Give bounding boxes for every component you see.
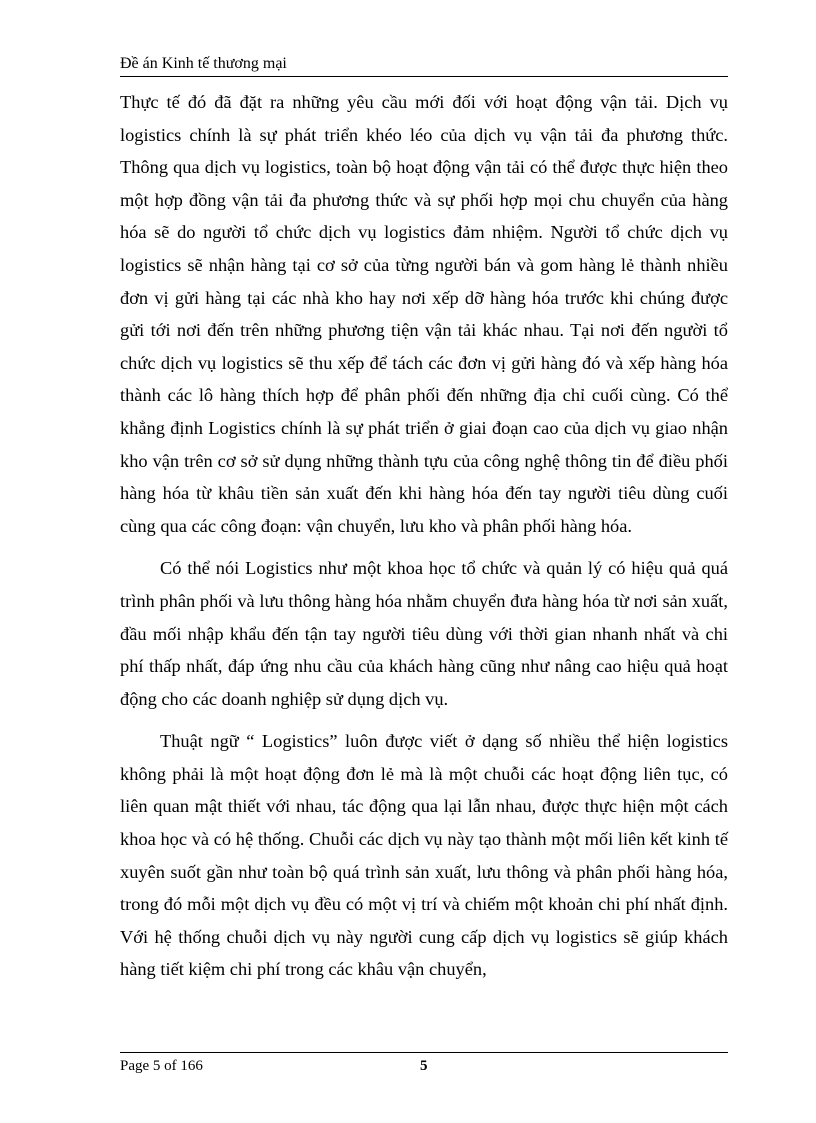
page-footer <box>120 1052 728 1083</box>
page-count-label: Page 5 of 166 <box>120 1058 203 1074</box>
page-number: 5 <box>420 1058 428 1074</box>
paragraph: Có thể nói Logistics như một khoa học tổ chức và quản lý có hiệu quả quá trình phân phối và lưu thông hàng hóa nhằm chuyển đưa hàng hóa từ nơi sản xuất, đầu mối nhập khẩu đến tận tay người tiêu dùng với thời gian nhanh nhất và chi phí thấp nhất, đáp ứng nhu cầu của khách hàng cũng như nâng cao hiệu quả hoạt động cho các doanh nghiệp sử dụng dịch vụ. <box>120 558 728 709</box>
document-title: Đề án Kinh tế thương mại <box>120 55 287 72</box>
paragraph: Thuật ngữ “ Logistics” luôn được viết ở dạng số nhiều thể hiện logistics không phải là một hoạt động đơn lẻ mà là một chuỗi các hoạt động liên tục, có liên quan mật thiết với nhau, tác động qua lại lẫn nhau, được thực hiện một cách khoa học và có hệ thống. Chuỗi các dịch vụ này tạo thành một mối liên kết kinh tế xuyên suốt gần như toàn bộ quá trình sản xuất, lưu thông và phân phối hàng hóa, trong đó mỗi một dịch vụ đều có một vị trí và chiếm một khoản chi phí nhất định. Với hệ thống chuỗi dịch vụ này người cung cấp dịch vụ logistics sẽ giúp khách hàng tiết kiệm chi phí trong các khâu vận chuyển, <box>120 731 728 980</box>
page-header <box>120 52 728 77</box>
document-body <box>120 86 728 986</box>
paragraph: Thực tế đó đã đặt ra những yêu cầu mới đối với hoạt động vận tải. Dịch vụ logistics chính là sự phát triển khéo léo của dịch vụ vận tải đa phương thức. Thông qua dịch vụ logistics, toàn bộ hoạt động vận tải có thể được thực hiện theo một hợp đồng vận tải đa phương thức và sự phối hợp mọi chu chuyển của hàng hóa sẽ do người tổ chức dịch vụ logistics đảm nhiệm. Người tổ chức dịch vụ logistics sẽ nhận hàng tại cơ sở của từng người bán và gom hàng lẻ thành nhiều đơn vị gửi hàng tại các nhà kho hay nơi xếp dỡ hàng hóa trước khi chúng được gửi tới nơi đến trên những phương tiện vận tải khác nhau. Tại nơi đến người tổ chức dịch vụ logistics sẽ thu xếp để tách các đơn vị gửi hàng đó và xếp hàng hóa thành các lô hàng thích hợp để phân phối đến những địa chỉ cuối cùng. Có thể khẳng định Logistics chính là sự phát triển ở giai đoạn cao của dịch vụ giao nhận kho vận trên cơ sở sử dụng những thành tựu của công nghệ thông tin để điều phối hàng hóa từ khâu tiền sản xuất đến khi hàng hóa đến tay người tiêu dùng cuối cùng qua các công đoạn: vận chuyển, lưu kho và phân phối hàng hóa. <box>120 92 728 536</box>
